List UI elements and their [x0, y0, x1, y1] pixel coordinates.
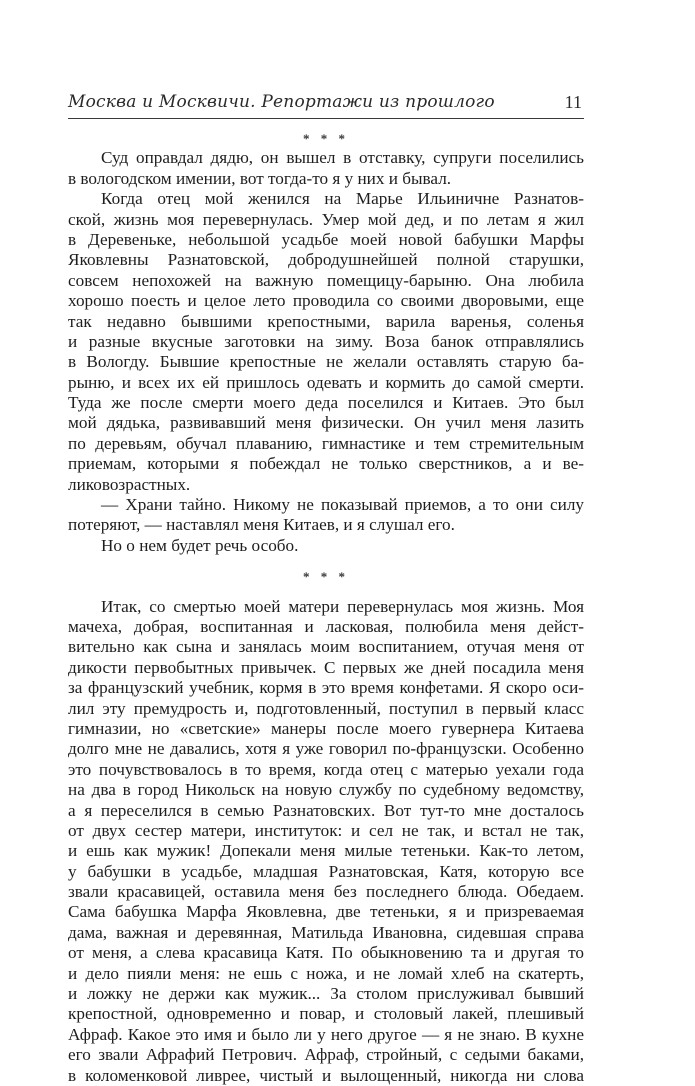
- text-line: Суд оправдал дядю, он вышел в отставку, супруги поселились: [101, 148, 584, 168]
- text-line: Но о нем будет речь особо.: [101, 535, 299, 555]
- text-line: в Вологду. Бывшие крепостные не желали оставлять старую ба-: [68, 352, 584, 372]
- text-line: хорошо поесть и целое лето проводила со своими дворовыми, еще: [68, 291, 584, 311]
- text-line: и дело пияли меня: не ешь с ножа, и не ломай хлеб на скатерть,: [68, 963, 584, 983]
- text-line: приемам, которыми я побеждал не только сверстников, а и ве-: [68, 454, 584, 474]
- text-line: мой дядька, развивавший меня физически. Он учил меня лазить: [68, 413, 584, 433]
- paragraph: [68, 189, 584, 495]
- paragraph: [68, 597, 584, 1086]
- text-line: от меня, а слева красавица Катя. По обыкновению та и другая то: [68, 943, 584, 963]
- text-line: Когда отец мой женился на Марье Ильиничне Разнатов-: [101, 189, 584, 209]
- text-line: а я переселился в семью Разнатовских. Вот тут-то мне досталось: [68, 800, 584, 820]
- text-line: вительно как сына и занялась моим воспитанием, отучая меня от: [68, 637, 584, 657]
- section-separator: * * *: [303, 569, 349, 585]
- text-line: ской, жизнь моя перевернулась. Умер мой дед, и по летам я жил: [68, 209, 584, 229]
- page-number: 11: [564, 92, 582, 112]
- text-line: Яковлевны Разнатовской, добродушнейшей полной старушки,: [68, 250, 584, 270]
- text-line: Итак, со смертью моей матери перевернулась моя жизнь. Моя: [101, 596, 584, 616]
- text-line: его звали Афрафий Петрович. Афраф, стройный, с седыми баками,: [68, 1045, 584, 1065]
- text-line: — Храни тайно. Никому не показывай приемов, а то они силу: [101, 495, 584, 515]
- text-line: это почувствовалось в то время, когда отец с матерью уехали года: [68, 759, 584, 779]
- text-line: дикости первобытных привычек. С первых же дней посадила меня: [68, 657, 584, 677]
- text-line: в коломенковой ливрее, чистый и вылощенный, никогда ни слова: [68, 1065, 584, 1085]
- text-line: рыню, и всех их ей пришлось одевать и кормить до самой смерти.: [68, 372, 584, 392]
- text-line: дама, важная и деревянная, Матильда Ивановна, сидевшая справа: [68, 922, 584, 942]
- text-line: и разные вкусные заготовки на зиму. Воза банок отправлялись: [68, 331, 584, 351]
- text-line: по деревьям, обучал плаванию, гимнастике и тем стремительным: [68, 433, 584, 453]
- text-line: потеряют, — наставлял меня Китаев, и я слушал его.: [68, 515, 455, 535]
- paragraph: [68, 148, 584, 189]
- section-separator: * * *: [303, 131, 349, 146]
- text-line: от двух сестер матери, институток: и сел не так, и встал не так,: [68, 820, 584, 840]
- running-header: [68, 88, 584, 119]
- text-line: Афраф. Какое это имя и было ли у него другое — я не знаю. В кухне: [68, 1024, 584, 1044]
- text-line: в вологодском имении, вот тогда-то я у них и бывал.: [68, 168, 452, 188]
- text-line: так недавно бывшими крепостными, варила варенья, соленья: [68, 311, 584, 331]
- body-text: [68, 128, 584, 1086]
- running-title: Москва и Москвичи. Репортажи из прошлого: [68, 92, 495, 112]
- text-line: гимназии, но «светские» манеры после моего гувернера Китаева: [68, 718, 584, 738]
- text-line: лил эту премудрость и, подготовленный, поступил в первый класс: [68, 698, 584, 718]
- text-line: мачеха, добрая, воспитанная и ласковая, полюбила меня дейст-: [68, 616, 584, 636]
- paragraph: [68, 536, 584, 556]
- text-line: совсем непохожей на важную помещицу-барыню. Она любила: [68, 270, 584, 290]
- text-line: у бабушки в усадьбе, младшая Разнатовская, Катя, которую все: [68, 861, 584, 881]
- paragraph: [68, 495, 584, 536]
- text-line: долго мне не давались, хотя я уже говорил по-французски. Особенно: [68, 739, 584, 759]
- text-line: Сама бабушка Марфа Яковлевна, две тетеньки, я и призреваемая: [68, 902, 584, 922]
- text-line: за французский учебник, кормя в это время конфетами. Я скоро оси-: [68, 678, 584, 698]
- text-line: и ешь как мужик! Допекали меня милые тетеньки. Как-то летом,: [68, 841, 584, 861]
- text-line: крепостной, одновременно и повар, и столовый лакей, плешивый: [68, 1004, 584, 1024]
- text-line: ликовозрастных.: [68, 474, 191, 494]
- text-line: и ложку не держи как мужик... За столом прислуживал бывший: [68, 984, 584, 1004]
- text-line: в Деревеньке, небольшой усадьбе моей новой бабушки Марфы: [68, 229, 584, 249]
- text-line: на два в город Никольск на новую службу по судебному ведомству,: [68, 780, 584, 800]
- text-line: Туда же после смерти моего деда поселился и Китаев. Это был: [68, 393, 584, 413]
- text-line: звали красавицей, оставила меня без последнего блюда. Обедаем.: [68, 882, 584, 902]
